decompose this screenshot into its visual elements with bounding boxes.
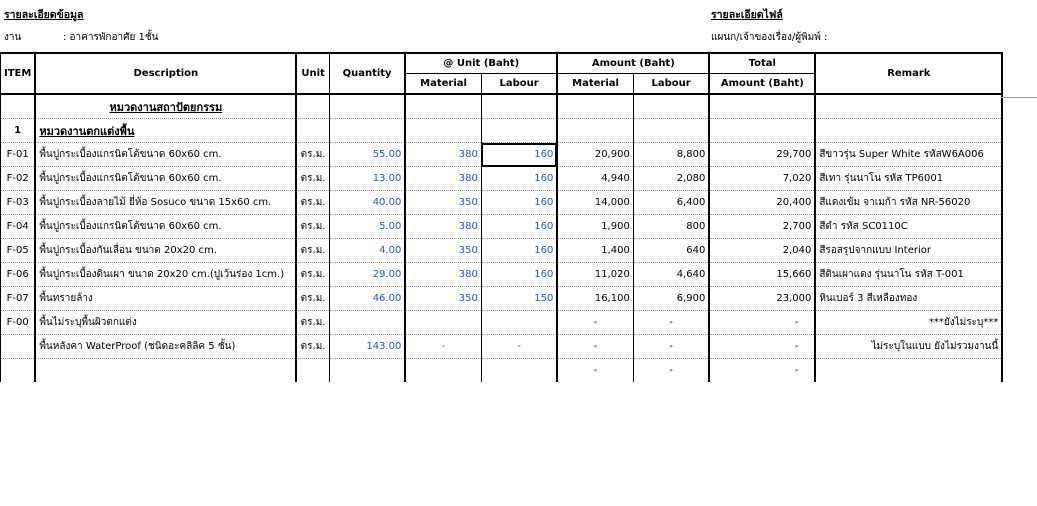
cell-quantity[interactable] <box>329 311 405 335</box>
cell-item[interactable]: F-03 <box>1 191 36 215</box>
cell-total[interactable]: 15,660 <box>709 263 815 287</box>
cell-labour[interactable]: 160 <box>481 239 557 263</box>
cell-unit[interactable]: ตร.ม. <box>296 143 329 167</box>
cell-item[interactable]: F-04 <box>1 215 36 239</box>
cell-amount-material[interactable]: 1,900 <box>557 215 633 239</box>
cell-item[interactable]: F-05 <box>1 239 36 263</box>
job-value: : อาคารพักอาศัย 1ชั้น <box>63 32 159 43</box>
cell-description[interactable]: พื้นปูกระเบื้องแกรนิตโต้ขนาด 60x60 cm. <box>35 143 296 167</box>
cell-labour[interactable] <box>481 119 557 143</box>
cell-labour[interactable] <box>481 94 557 119</box>
cell-labour[interactable] <box>481 311 557 335</box>
cell-quantity[interactable]: 40.00 <box>329 191 405 215</box>
col-header-amount-labour[interactable]: Labour <box>633 74 709 95</box>
group-name: หมวดงานตกแต่งพื้น <box>39 124 135 138</box>
cell-item[interactable] <box>1 335 36 359</box>
cell-item[interactable] <box>1 94 36 119</box>
cell-total[interactable]: 2,040 <box>709 239 815 263</box>
cell-description[interactable]: พื้นปูกระเบื้องแกรนิตโต้ขนาด 60x60 cm. <box>35 215 296 239</box>
cell-unit[interactable]: ตร.ม. <box>296 239 329 263</box>
col-header-description[interactable]: Description <box>35 53 296 94</box>
cell-quantity[interactable]: 143.00 <box>329 335 405 359</box>
cell-unit[interactable] <box>296 119 329 143</box>
cell-labour[interactable]: - <box>481 335 557 359</box>
cell-material[interactable]: - <box>405 335 481 359</box>
cell-labour[interactable]: 160 <box>481 191 557 215</box>
cell-unit[interactable]: ตร.ม. <box>296 335 329 359</box>
cell-remark[interactable]: ***ยังไม่ระบุ*** <box>815 311 1002 335</box>
cell-amount-labour[interactable]: 4,640 <box>633 263 709 287</box>
cell-total[interactable]: 23,000 <box>709 287 815 311</box>
cell-material[interactable] <box>405 119 481 143</box>
cell-amount-material[interactable]: - <box>557 359 633 383</box>
details-title: รายละเอียดข้อมูล <box>4 9 84 21</box>
cell-labour[interactable]: 150 <box>481 287 557 311</box>
cell-remark[interactable]: สีดินเผาแดง รุ่นนาโน รหัส T-001 <box>815 263 1002 287</box>
cell-material[interactable] <box>405 94 481 119</box>
group-name-cell[interactable] <box>35 119 296 143</box>
cell-total[interactable]: - <box>709 359 815 383</box>
cell-amount-labour[interactable]: - <box>633 311 709 335</box>
cell-remark[interactable] <box>815 359 1002 383</box>
cell-remark[interactable]: หินเบอร์ 3 สีเหลืองทอง <box>815 287 1002 311</box>
job-label: งาน <box>4 32 22 43</box>
table-row <box>1 167 1003 191</box>
cell-material[interactable]: 380 <box>405 143 481 167</box>
group-row <box>1 119 1003 143</box>
cell-item[interactable]: F-00 <box>1 311 36 335</box>
col-header-amount-material[interactable]: Material <box>557 74 633 95</box>
cell-quantity[interactable] <box>329 94 405 119</box>
cell-material[interactable] <box>405 311 481 335</box>
boq-table <box>0 52 1003 382</box>
cell-total[interactable] <box>709 94 815 119</box>
cell-labour[interactable]: 160 <box>481 263 557 287</box>
cell-unit[interactable]: ตร.ม. <box>296 311 329 335</box>
section-header: หมวดงานสถาปัตยกรรม <box>109 100 223 114</box>
cell-item[interactable]: F-01 <box>1 143 36 167</box>
cell-total[interactable]: 2,700 <box>709 215 815 239</box>
cell-unit[interactable]: ตร.ม. <box>296 191 329 215</box>
cell-amount-material[interactable]: 11,020 <box>557 263 633 287</box>
cell-quantity[interactable]: 13.00 <box>329 167 405 191</box>
cell-quantity[interactable]: 29.00 <box>329 263 405 287</box>
cell-item[interactable]: F-02 <box>1 167 36 191</box>
col-header-total[interactable]: Total <box>709 53 815 74</box>
cell-amount-labour[interactable]: 8,800 <box>633 143 709 167</box>
cell-total[interactable]: - <box>709 311 815 335</box>
cell-quantity[interactable]: 5.00 <box>329 215 405 239</box>
cell-item[interactable]: F-06 <box>1 263 36 287</box>
cell-remark[interactable]: สีขาวรุ่น Super White รหัสW6A006 <box>815 143 1002 167</box>
cell-material[interactable]: 380 <box>405 215 481 239</box>
cell-labour[interactable]: 160 <box>481 143 557 167</box>
cell-amount-material[interactable]: 14,000 <box>557 191 633 215</box>
col-header-unit-baht[interactable]: @ Unit (Baht) <box>405 53 557 74</box>
cell-description[interactable] <box>35 359 296 383</box>
cell-amount-material[interactable]: 4,940 <box>557 167 633 191</box>
cell-remark[interactable]: สีแดงเข้ม จาเมก้า รหัส NR-56020 <box>815 191 1002 215</box>
table-row <box>1 215 1003 239</box>
department-label: แผนก/เจ้าของเรื่อง/ผู้พิมพ์ : <box>711 32 828 43</box>
section-row <box>1 94 1003 119</box>
cell-unit[interactable] <box>296 359 329 383</box>
cell-description[interactable]: พื้นปูกระเบื้องแกรนิตโต้ขนาด 60x60 cm. <box>35 167 296 191</box>
group-number[interactable]: 1 <box>1 119 36 143</box>
cell-unit[interactable]: ตร.ม. <box>296 167 329 191</box>
cell-remark[interactable]: สีรอสรุปจากแบบ Interior <box>815 239 1002 263</box>
col-header-remark[interactable]: Remark <box>815 53 1002 94</box>
cell-quantity[interactable] <box>329 359 405 383</box>
cell-unit[interactable] <box>296 94 329 119</box>
cell-quantity[interactable] <box>329 119 405 143</box>
table-row <box>1 263 1003 287</box>
cell-material[interactable]: 350 <box>405 191 481 215</box>
table-row <box>1 143 1003 167</box>
cell-amount-labour[interactable]: - <box>633 335 709 359</box>
cell-material[interactable]: 350 <box>405 239 481 263</box>
cell-total[interactable]: 20,400 <box>709 191 815 215</box>
cell-amount-material[interactable]: 20,900 <box>557 143 633 167</box>
cell-total[interactable]: - <box>709 335 815 359</box>
table-row <box>1 335 1003 359</box>
cell-total[interactable] <box>709 119 815 143</box>
section-header-cell[interactable] <box>35 94 296 119</box>
cell-amount-labour[interactable] <box>633 94 709 119</box>
cell-labour[interactable]: 160 <box>481 167 557 191</box>
cell-remark[interactable] <box>815 119 1002 143</box>
cell-total[interactable]: 7,020 <box>709 167 815 191</box>
cell-description[interactable]: พื้นปูกระเบื้องลายไม้ ยี่ห้อ Sosuco ขนาด 15x60 cm. <box>35 191 296 215</box>
cell-material[interactable]: 380 <box>405 263 481 287</box>
table-row <box>1 191 1003 215</box>
gridline-right <box>1001 97 1037 98</box>
table-row <box>1 287 1003 311</box>
cell-remark[interactable]: สีเทา รุ่นนาโน รหัส TP6001 <box>815 167 1002 191</box>
cell-amount-material[interactable]: 16,100 <box>557 287 633 311</box>
cell-amount-material[interactable]: 1,400 <box>557 239 633 263</box>
cell-amount-labour[interactable]: 2,080 <box>633 167 709 191</box>
table-row <box>1 239 1003 263</box>
cell-remark[interactable] <box>815 94 1002 119</box>
cell-unit[interactable]: ตร.ม. <box>296 263 329 287</box>
col-header-unit-material[interactable]: Material <box>405 74 481 95</box>
cell-description[interactable]: พื้นปูกระเบื้องดินเผา ขนาด 20x20 cm.(ปูเว้นร่อง 1cm.) <box>35 263 296 287</box>
cell-total[interactable]: 29,700 <box>709 143 815 167</box>
cell-description[interactable]: พื้นไม่ระบุพื้นผิวตกแต่ง <box>35 311 296 335</box>
cell-amount-labour[interactable]: 6,900 <box>633 287 709 311</box>
cell-labour[interactable] <box>481 359 557 383</box>
cell-unit[interactable]: ตร.ม. <box>296 215 329 239</box>
cell-quantity[interactable]: 4.00 <box>329 239 405 263</box>
file-details-title: รายละเอียดไฟล์ <box>711 9 783 21</box>
cell-description[interactable]: พื้นทรายล้าง <box>35 287 296 311</box>
cell-amount-material[interactable] <box>557 94 633 119</box>
cell-unit[interactable]: ตร.ม. <box>296 287 329 311</box>
cell-material[interactable] <box>405 359 481 383</box>
cell-description[interactable]: พื้นหลังคา WaterProof (ชนิดอะคลิลิค 5 ชั้น) <box>35 335 296 359</box>
cell-amount-labour[interactable]: 640 <box>633 239 709 263</box>
cell-remark[interactable]: สีดำ รหัส SC0110C <box>815 215 1002 239</box>
table-row <box>1 311 1003 335</box>
cell-description[interactable]: พื้นปูกระเบื้องกันเลื่อน ขนาด 20x20 cm. <box>35 239 296 263</box>
col-header-amount-baht[interactable]: Amount (Baht) <box>557 53 709 74</box>
col-header-quantity[interactable]: Quantity <box>329 53 405 94</box>
cell-item[interactable] <box>1 359 36 383</box>
cell-amount-labour[interactable]: 6,400 <box>633 191 709 215</box>
cell-labour[interactable]: 160 <box>481 215 557 239</box>
cell-remark[interactable]: ไม่ระบุในแบบ ยังไม่รวมงานนี้ <box>815 335 1002 359</box>
cell-quantity[interactable]: 55.00 <box>329 143 405 167</box>
col-header-item[interactable]: ITEM <box>1 53 36 94</box>
cell-amount-labour[interactable] <box>633 119 709 143</box>
cell-item[interactable]: F-07 <box>1 287 36 311</box>
col-header-total-amount[interactable]: Amount (Baht) <box>709 74 815 95</box>
cell-amount-labour[interactable]: - <box>633 359 709 383</box>
cell-amount-labour[interactable]: 800 <box>633 215 709 239</box>
col-header-unit-labour[interactable]: Labour <box>481 74 557 95</box>
cell-material[interactable]: 380 <box>405 167 481 191</box>
cell-quantity[interactable]: 46.00 <box>329 287 405 311</box>
cell-amount-material[interactable] <box>557 119 633 143</box>
table-row <box>1 359 1003 383</box>
cell-amount-material[interactable]: - <box>557 335 633 359</box>
cell-material[interactable]: 350 <box>405 287 481 311</box>
cell-amount-material[interactable]: - <box>557 311 633 335</box>
col-header-unit[interactable]: Unit <box>296 53 329 94</box>
